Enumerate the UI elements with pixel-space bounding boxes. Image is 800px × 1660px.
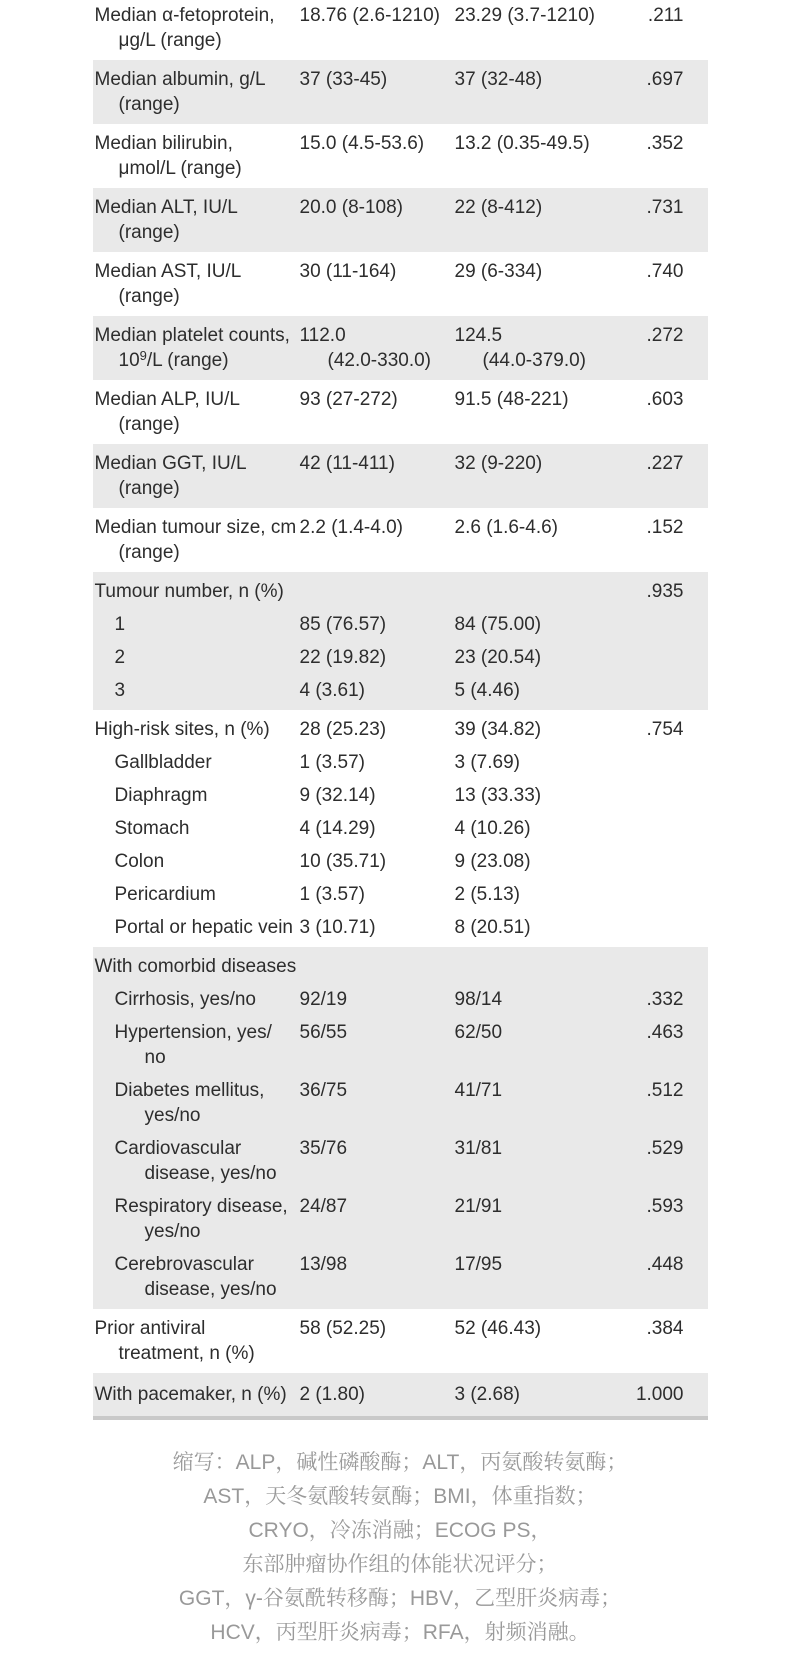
p-value — [627, 678, 708, 703]
p-value — [627, 1194, 708, 1244]
value-line: 22 (8-412) — [454, 197, 543, 218]
row-label-line: disease, yes/no — [144, 1279, 277, 1300]
row-label-line: Tumour number, n (%) — [94, 581, 284, 602]
group1-value — [300, 717, 455, 742]
group2-value — [455, 1252, 627, 1302]
value-line: 8 (20.51) — [454, 917, 531, 938]
p-value — [627, 816, 708, 841]
group2-value — [455, 3, 627, 53]
value-line: 85 (76.57) — [299, 614, 387, 635]
table-row-line — [93, 1316, 708, 1366]
row-label — [93, 1194, 300, 1244]
group2-value — [455, 954, 627, 979]
row-label-line: Diabetes mellitus, — [114, 1080, 265, 1101]
row-label-line: Gallbladder — [114, 752, 212, 773]
group1-value — [300, 323, 455, 373]
row-label-line: Stomach — [114, 818, 190, 839]
p-value — [627, 1382, 708, 1407]
group2-value — [455, 987, 627, 1012]
group1-value — [300, 816, 455, 841]
row-label-line: With comorbid diseases — [94, 956, 297, 977]
row-label — [93, 67, 300, 117]
p-value — [627, 987, 708, 1012]
p-value-text: .272 — [646, 325, 684, 346]
row-label — [93, 987, 300, 1012]
group2-value — [455, 1078, 627, 1128]
row-label — [93, 579, 300, 604]
group2-value — [455, 915, 627, 940]
row-label — [93, 3, 300, 53]
group2-value — [455, 323, 627, 373]
table-subrow — [93, 987, 708, 1012]
table-row-line — [93, 67, 708, 117]
group1-value — [300, 954, 455, 979]
table-subrow — [93, 816, 708, 841]
table-row — [93, 60, 708, 124]
row-label-line: (range) — [118, 542, 180, 563]
value-line: 4 (3.61) — [299, 680, 365, 701]
row-label-line: Cerebrovascular — [114, 1254, 254, 1275]
value-line: 36/75 — [299, 1080, 348, 1101]
value-line: 112.0 — [299, 325, 346, 346]
value-line: 30 (11-164) — [299, 261, 397, 282]
table-subrow — [93, 849, 708, 874]
p-value — [627, 195, 708, 245]
row-label — [93, 323, 300, 373]
row-label-line: (range) — [118, 94, 180, 115]
table-subrow — [93, 1252, 708, 1302]
value-line: 13/98 — [299, 1254, 348, 1275]
row-label — [93, 451, 300, 501]
group1-value — [300, 1316, 455, 1366]
group2-value — [455, 451, 627, 501]
row-label — [93, 131, 300, 181]
group1-value — [300, 1252, 455, 1302]
p-value-text: 1.000 — [635, 1384, 684, 1405]
group1-value — [300, 451, 455, 501]
group2-value — [455, 1382, 627, 1407]
p-value — [627, 451, 708, 501]
group1-value — [300, 645, 455, 670]
value-line: 62/50 — [454, 1022, 503, 1043]
row-label-line: yes/no — [144, 1105, 201, 1126]
row-label-line: Cardiovascular — [114, 1138, 242, 1159]
value-line: 35/76 — [299, 1138, 348, 1159]
value-line: 24/87 — [299, 1196, 348, 1217]
group2-value — [455, 783, 627, 808]
p-value — [627, 323, 708, 373]
group2-value — [455, 645, 627, 670]
value-line: 20.0 (8-108) — [299, 197, 404, 218]
table-section — [93, 710, 708, 947]
value-line: 13 (33.33) — [454, 785, 542, 806]
group1-value — [300, 783, 455, 808]
value-line: 37 (32-48) — [454, 69, 543, 90]
group1-value — [300, 1020, 455, 1070]
p-value — [627, 67, 708, 117]
row-label — [93, 1136, 300, 1186]
value-line: (44.0-379.0) — [482, 350, 587, 371]
table-subrow — [93, 783, 708, 808]
group2-value — [455, 750, 627, 775]
group2-value — [455, 849, 627, 874]
p-value-text: .697 — [646, 69, 684, 90]
value-line: 13.2 (0.35-49.5) — [454, 133, 590, 154]
value-line: 3 (10.71) — [299, 917, 376, 938]
p-value — [627, 882, 708, 907]
row-label-line: Diaphragm — [114, 785, 208, 806]
table-row-line — [93, 717, 708, 742]
group1-value — [300, 987, 455, 1012]
p-value — [627, 750, 708, 775]
p-value-text: .512 — [646, 1080, 684, 1101]
group2-value — [455, 678, 627, 703]
value-line: 91.5 (48-221) — [454, 389, 569, 410]
row-label — [93, 1020, 300, 1070]
value-line: 1 (3.57) — [299, 884, 365, 905]
abbreviations-line: GGT，γ-谷氨酰转移酶；HBV，乙型肝炎病毒； — [178, 1587, 622, 1610]
row-label-line: Median GGT, IU/L — [94, 453, 247, 474]
table-subrow — [93, 645, 708, 670]
value-line: 2 (5.13) — [454, 884, 520, 905]
p-value — [627, 954, 708, 979]
value-line: 5 (4.46) — [454, 680, 520, 701]
value-line: 92/19 — [299, 989, 348, 1010]
value-line: 1 (3.57) — [299, 752, 365, 773]
group2-value — [455, 612, 627, 637]
group2-value — [455, 67, 627, 117]
row-label-line: 1 — [114, 614, 126, 635]
p-value-text: .211 — [647, 5, 684, 26]
value-line: 23.29 (3.7-1210) — [454, 5, 595, 26]
group2-value — [455, 1316, 627, 1366]
row-label-line: Median ALP, IU/L — [94, 389, 240, 410]
group1-value — [300, 612, 455, 637]
p-value — [627, 579, 708, 604]
row-label-line: Prior antiviral — [94, 1318, 206, 1339]
row-label-line: Median ALT, IU/L — [94, 197, 238, 218]
row-label — [93, 1078, 300, 1128]
table-subrow — [93, 882, 708, 907]
row-label — [93, 717, 300, 742]
group1-value — [300, 579, 455, 604]
value-line: 2.2 (1.4-4.0) — [299, 517, 403, 538]
row-label-line: treatment, n (%) — [118, 1343, 255, 1364]
table-row-line — [93, 3, 708, 53]
table-subrow — [93, 612, 708, 637]
value-line: 9 (23.08) — [454, 851, 531, 872]
p-value-text: .152 — [646, 517, 684, 538]
row-label-line: Pericardium — [114, 884, 216, 905]
superscript-9: 9 — [139, 348, 147, 363]
table-row-line — [93, 451, 708, 501]
table-subrow — [93, 915, 708, 940]
row-label-line: Median platelet counts, — [94, 325, 290, 346]
abbreviations-line: 缩写：ALP，碱性磷酸酶；ALT，丙氨酸转氨酶； — [172, 1451, 628, 1474]
group1-value — [300, 1382, 455, 1407]
row-label-line: (range) — [118, 414, 180, 435]
row-label — [93, 816, 300, 841]
group1-value — [300, 849, 455, 874]
value-line: 93 (27-272) — [299, 389, 398, 410]
value-line: 10 (35.71) — [299, 851, 387, 872]
row-label-line: 2 — [114, 647, 126, 668]
p-value-text: .603 — [646, 389, 684, 410]
value-line: 9 (32.14) — [299, 785, 376, 806]
row-label-line: no — [144, 1047, 166, 1068]
row-label — [93, 882, 300, 907]
abbreviations-line: HCV，丙型肝炎病毒；RFA，射频消融。 — [210, 1621, 590, 1644]
row-label — [93, 195, 300, 245]
row-label — [93, 678, 300, 703]
table-row-line — [93, 1382, 708, 1407]
row-label-line: Respiratory disease, — [114, 1196, 288, 1217]
table-row — [93, 444, 708, 508]
p-value-text: .754 — [646, 719, 684, 740]
group1-value — [300, 882, 455, 907]
row-label-line: μg/L (range) — [118, 30, 222, 51]
row-label-line: Median albumin, g/L — [94, 69, 266, 90]
table-row-line — [93, 259, 708, 309]
value-line: 32 (9-220) — [454, 453, 543, 474]
p-value — [627, 1020, 708, 1070]
table-subrow — [93, 750, 708, 775]
row-label — [93, 849, 300, 874]
table-section — [93, 572, 708, 710]
abbreviations-line: AST，天冬氨酸转氨酶；BMI，体重指数； — [203, 1485, 597, 1508]
p-value — [627, 259, 708, 309]
p-value — [627, 515, 708, 565]
p-value — [627, 387, 708, 437]
group2-value — [455, 1194, 627, 1244]
group2-value — [455, 1020, 627, 1070]
group2-value — [455, 579, 627, 604]
row-label-line: disease, yes/no — [144, 1163, 277, 1184]
group1-value — [300, 3, 455, 53]
p-value-text: .935 — [646, 581, 684, 602]
group2-value — [455, 387, 627, 437]
group2-value — [455, 195, 627, 245]
table-row — [93, 188, 708, 252]
group1-value — [300, 195, 455, 245]
p-value — [627, 612, 708, 637]
row-label — [93, 515, 300, 565]
row-label-line: Hypertension, yes/ — [114, 1022, 272, 1043]
table-row — [93, 252, 708, 316]
table-row-line — [93, 579, 708, 604]
group1-value — [300, 67, 455, 117]
value-line: 58 (52.25) — [299, 1318, 387, 1339]
p-value — [627, 1078, 708, 1128]
p-value-text: .731 — [646, 197, 684, 218]
row-label-line: Median AST, IU/L — [94, 261, 242, 282]
value-line: 4 (10.26) — [454, 818, 531, 839]
group1-value — [300, 387, 455, 437]
p-value — [627, 717, 708, 742]
row-label — [93, 387, 300, 437]
p-value-text: .332 — [646, 989, 684, 1010]
p-value-text: .352 — [646, 133, 684, 154]
table-row — [93, 380, 708, 444]
row-label — [93, 783, 300, 808]
row-label — [93, 612, 300, 637]
row-label-line: Portal or hepatic vein — [114, 917, 293, 938]
group1-value — [300, 678, 455, 703]
value-line: 23 (20.54) — [454, 647, 542, 668]
row-label-line: Median α-fetoprotein, — [94, 5, 275, 26]
group1-value — [300, 915, 455, 940]
value-line: 28 (25.23) — [299, 719, 387, 740]
value-line: 39 (34.82) — [454, 719, 542, 740]
p-value — [627, 131, 708, 181]
value-line: (42.0-330.0) — [327, 350, 432, 371]
value-line: 31/81 — [454, 1138, 503, 1159]
p-value — [627, 1136, 708, 1186]
group1-value — [300, 1194, 455, 1244]
group2-value — [455, 717, 627, 742]
value-line: 124.5 — [454, 325, 503, 346]
value-line: 15.0 (4.5-53.6) — [299, 133, 425, 154]
group1-value — [300, 1136, 455, 1186]
p-value-text: .463 — [646, 1022, 684, 1043]
group1-value — [300, 750, 455, 775]
row-label — [93, 1382, 300, 1407]
value-line: 3 (2.68) — [454, 1384, 520, 1405]
p-value-text: .384 — [646, 1318, 684, 1339]
p-value-text: .529 — [646, 1138, 684, 1159]
table-row-line — [93, 131, 708, 181]
p-value — [627, 3, 708, 53]
value-line: 2 (1.80) — [299, 1384, 365, 1405]
group1-value — [300, 131, 455, 181]
group1-value — [300, 259, 455, 309]
value-line: 98/14 — [454, 989, 503, 1010]
p-value — [627, 849, 708, 874]
p-value — [627, 783, 708, 808]
table-subrow — [93, 1194, 708, 1244]
value-line: 21/91 — [454, 1196, 503, 1217]
row-label — [93, 954, 300, 979]
row-label-line: With pacemaker, n (%) — [94, 1384, 287, 1405]
row-label — [93, 645, 300, 670]
row-label-line: yes/no — [144, 1221, 201, 1242]
p-value — [627, 915, 708, 940]
p-value-text: .593 — [646, 1196, 684, 1217]
row-label-line: 3 — [114, 680, 126, 701]
table-row-line — [93, 195, 708, 245]
table-row — [93, 0, 708, 60]
table-row-line — [93, 515, 708, 565]
value-line: 56/55 — [299, 1022, 348, 1043]
value-line: 37 (33-45) — [299, 69, 388, 90]
table-row — [93, 1373, 708, 1416]
table-row — [93, 508, 708, 572]
group1-value — [300, 1078, 455, 1128]
abbreviations-line: CRYO，冷冻消融；ECOG PS， — [248, 1519, 552, 1542]
table-row — [93, 124, 708, 188]
row-label-line: Median tumour size, cm — [94, 517, 297, 538]
value-line: 17/95 — [454, 1254, 503, 1275]
row-label-line: Colon — [114, 851, 165, 872]
table-row-line — [93, 323, 708, 373]
row-label-line: High-risk sites, n (%) — [94, 719, 270, 740]
table-subrow — [93, 678, 708, 703]
group1-value — [300, 515, 455, 565]
row-label-line: (range) — [118, 478, 180, 499]
row-label-line: $10^9/L$ (range) — [118, 348, 229, 371]
p-value-text: .448 — [646, 1254, 684, 1275]
p-value — [627, 1252, 708, 1302]
group2-value — [455, 1136, 627, 1186]
value-line: 18.76 (2.6-1210) — [299, 5, 440, 26]
row-label — [93, 1316, 300, 1366]
value-line: 3 (7.69) — [454, 752, 520, 773]
group2-value — [455, 131, 627, 181]
row-label — [93, 1252, 300, 1302]
value-line: 52 (46.43) — [454, 1318, 542, 1339]
row-label-line: (range) — [118, 222, 180, 243]
row-label-line: Cirrhosis, yes/no — [114, 989, 256, 1010]
value-line: 84 (75.00) — [454, 614, 542, 635]
abbreviations-line: 东部肿瘤协作组的体能状况评分； — [242, 1553, 558, 1576]
row-label — [93, 259, 300, 309]
p-value-text: .227 — [646, 453, 684, 474]
row-label-line: μmol/L (range) — [118, 158, 242, 179]
table-row — [93, 1309, 708, 1373]
value-line: 4 (14.29) — [299, 818, 376, 839]
table-row — [93, 316, 708, 380]
row-label — [93, 750, 300, 775]
table-row-line — [93, 387, 708, 437]
row-label-line: (range) — [118, 286, 180, 307]
group2-value — [455, 816, 627, 841]
table-subrow — [93, 1020, 708, 1070]
value-line: 2.6 (1.6-4.6) — [454, 517, 558, 538]
row-label-line: Median bilirubin, — [94, 133, 233, 154]
table-row-line — [93, 954, 708, 979]
p-value-text: .740 — [646, 261, 684, 282]
value-line: 42 (11-411) — [299, 453, 395, 474]
value-line: 22 (19.82) — [299, 647, 387, 668]
row-label — [93, 915, 300, 940]
group2-value — [455, 882, 627, 907]
p-value — [627, 1316, 708, 1366]
table-subrow — [93, 1078, 708, 1128]
abbreviations-note — [0, 1446, 800, 1650]
table-section — [93, 947, 708, 1309]
value-line: 29 (6-334) — [454, 261, 543, 282]
group2-value — [455, 259, 627, 309]
characteristics-table — [93, 0, 708, 1420]
value-line: 41/71 — [454, 1080, 503, 1101]
p-value — [627, 645, 708, 670]
table-subrow — [93, 1136, 708, 1186]
group2-value — [455, 515, 627, 565]
